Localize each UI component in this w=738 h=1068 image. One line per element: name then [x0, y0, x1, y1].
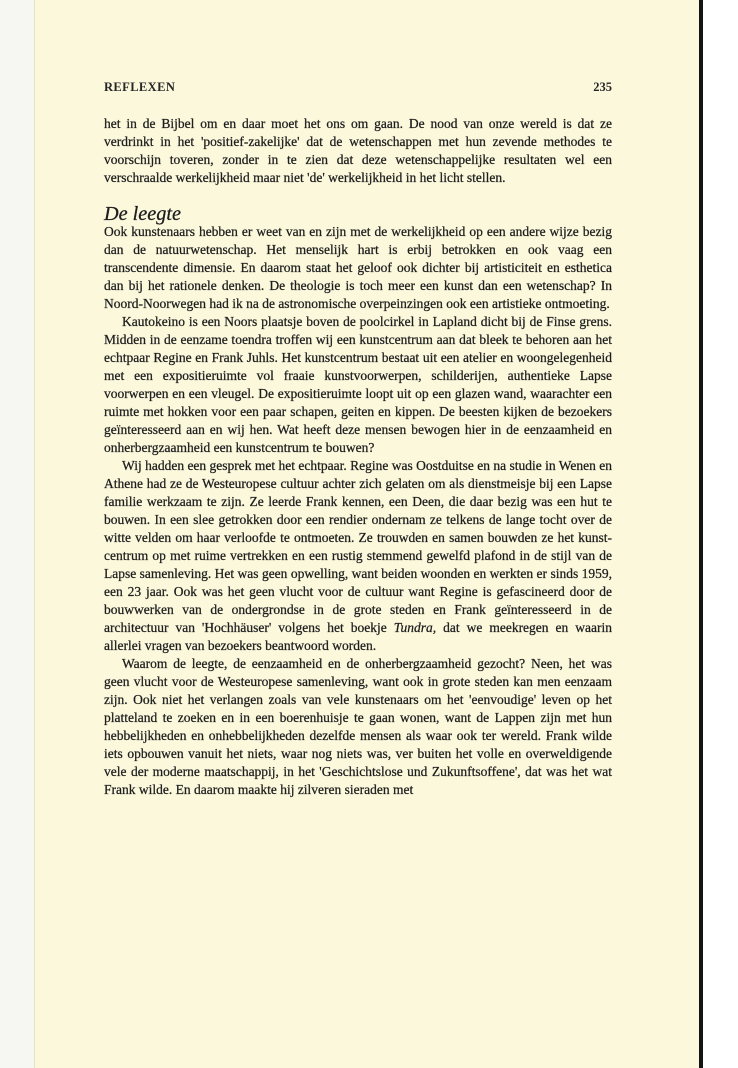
paragraph-3: Kautokeino is een Noors plaatsje boven de poolcirkel in Lapland dicht bij de Finse grens. Midden in de eenzame toendra troffen wij een kunstcentrum aan dat bleek te behoren aan het echtpaar Regine en Frank Juhls. Het kunstcentrum bestaat uit een atelier en woongelegenheid met een expositieruimte vol fraaie kunstvoorwerpen, schilderijen, authentieke Lapse voorwerpen en een vleugel. De expositieruimte loopt uit op een glazen wand, waarachter een ruimte met hokken voor een paar schapen, geiten en kippen. De beesten kijken de bezoekers geïnteresseerd aan en wij hen. Wat heeft deze mensen bewogen hier in de eenzaamheid en onherbergzaamheid een kunstcentrum te bouwen?	[104, 314, 612, 455]
paragraph-4	[104, 457, 612, 655]
page-header	[104, 80, 612, 98]
page-body	[104, 115, 612, 799]
paragraph-4-text-end: dat we meekregen en waarin allerlei vragen van bezoekers beantwoord worden.	[104, 620, 612, 653]
scanner-margin-left	[0, 0, 34, 1068]
paragraph-1: het in de Bijbel om en daar moet het ons om gaan. De nood van onze wereld is dat ze verdrinkt in het 'positief-zakelijke' dat de wetenschappen met hun zevende methodes te voorschijn toveren, zonder in te zien dat deze wetenschappelijke resultaten wel een verschraalde werkelijkheid maar niet 'de' werkelijkheid in het licht stellen.	[104, 116, 612, 185]
page-number: 235	[593, 80, 612, 94]
running-head: REFLEXEN	[104, 80, 176, 94]
paragraph-2: Ook kunstenaars hebben er weet van en zijn met de werkelijkheid op een andere wijze bezig dan de natuurwetenschap. Het menselijk hart is erbij betrokken en ook vaag een transcendente dimensie. En daarom staat het geloof ook dichter bij artisticiteit en esthetica dan bij het rationele denken. De theologie is toch meer een kunst dan een wetenschap? In Noord-Noorwegen had ik na de astronomische overpeinzingen ook een artistieke ontmoeting.	[104, 224, 612, 311]
paragraph-5: Waarom de leegte, de eenzaamheid en de onherbergzaamheid gezocht? Neen, het was geen vlucht voor de Westeuropese samenleving, want ook in grote steden kan men eenzaam zijn. Ook niet het verlangen zoals van vele kunstenaars om het 'eenvoudige' leven op het platteland te zoeken en in een boerenhuisje te gaan wonen, want de Lappen zijn met hun hebbelijkheden en onhebbelijkheden dezelfde mensen als waar ook ter wereld. Frank wilde iets opbouwen vanuit het niets, waar nog niets was, ver buiten het volle en overweldigende vele der moderne maatschappij, in het 'Geschichtslose und Zukunftsoffene', dat was het wat Frank wilde. En daarom maakte hij zilveren sieraden met	[104, 656, 612, 797]
paragraph-4-text-start: Wij hadden een gesprek met het echtpaar. Regine was Oostduitse en na studie in Wenen en Athene had ze de Westeuropese cultuur achter zich gelaten om als dienstmeisje bij een Lapse familie werkzaam te zijn. Ze leerde Frank kennen, een Deen, die daar bezig was een hut te bouwen. In een slee getrokken door een rendier ondernam ze telkens de lange tocht over de witte velden om haar verloofde te ontmoeten. Ze trouwden en samen bouwden ze het kunstcentrum op met ruime vertrekken en een rustig stemmend gewelfd plafond in de stijl van de Lapse samenleving. Het was geen opwelling, want beiden woonden en werkten er sinds 1959, een 23 jaar. Ook was het geen vlucht voor de cultuur want Regine is gefascineerd door de bouwwerken van de ondergrondse in de grote steden en Frank geïnteresseerd in de architectuur van 'Hochhäuser' volgens het boekje	[104, 458, 612, 635]
book-title-tundra: Tundra,	[393, 620, 437, 635]
page-edge-shadow	[699, 0, 703, 1068]
section-title: De leegte	[104, 203, 182, 225]
